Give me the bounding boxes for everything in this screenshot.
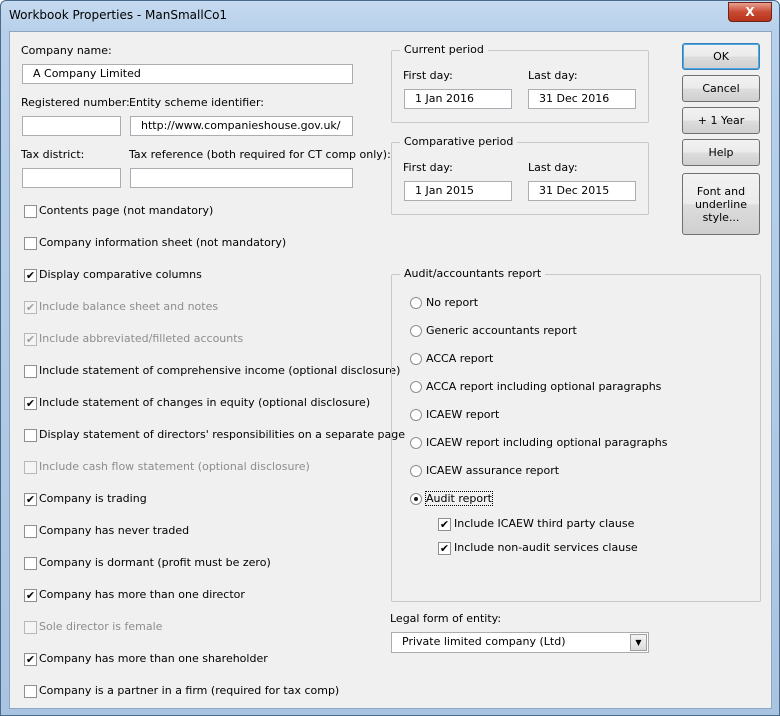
entity-scheme-input[interactable]: http://www.companieshouse.gov.uk/ [130,116,353,136]
checkbox[interactable]: ✔ [25,397,36,410]
comparative-last-day-label: Last day: [528,161,578,174]
help-button[interactable]: Help [682,139,760,166]
checkbox[interactable] [24,685,37,698]
checkbox-label: Sole director is female [39,620,163,633]
sub-checkbox-label: Include non-audit services clause [454,541,638,554]
current-last-day-input[interactable]: 31 Dec 2016 [528,89,636,109]
sub-checkbox[interactable]: ✔ [439,542,450,555]
current-first-day-label: First day: [403,69,453,82]
registered-number-label: Registered number: [21,96,130,109]
registered-number-input[interactable] [22,116,121,136]
checkbox-label: Contents page (not mandatory) [39,204,214,217]
checkbox-label: Include cash flow statement (optional disclosure) [39,460,310,473]
company-name-label: Company name: [21,44,112,57]
checkbox[interactable]: ✔ [25,589,36,602]
checkbox[interactable]: ✔ [25,493,36,506]
checkbox[interactable]: ✔ [25,269,36,282]
audit-report-group [391,267,761,602]
checkbox [24,461,37,474]
dialog-body [9,31,772,709]
checkbox: ✔ [25,333,36,346]
checkbox[interactable]: ✔ [25,653,36,666]
tax-district-label: Tax district: [21,148,85,161]
checkbox[interactable] [24,365,37,378]
audit-report-title: Audit/accountants report [400,267,545,280]
radio-label: ICAEW report [426,408,500,421]
radio-button[interactable] [410,353,422,365]
radio-button[interactable] [410,437,422,449]
checkbox-label: Company is trading [39,492,147,505]
legal-form-value: Private limited company (Ltd) [402,635,566,648]
tax-district-input[interactable] [22,168,121,188]
checkbox: ✔ [25,301,36,314]
checkbox-label: Include statement of comprehensive income (optional disclosure) [39,364,401,377]
close-button[interactable]: X [728,2,772,22]
current-last-day-label: Last day: [528,69,578,82]
entity-scheme-label: Entity scheme identifier: [129,96,264,109]
comparative-period-group [391,135,649,215]
company-name-input[interactable]: A Company Limited [22,64,353,84]
chevron-down-icon[interactable]: ▼ [630,634,647,651]
checkbox-label: Include statement of changes in equity (optional disclosure) [39,396,371,409]
ok-button[interactable]: OK [682,43,760,70]
comparative-first-day-input[interactable]: 1 Jan 2015 [404,181,512,201]
cancel-button[interactable]: Cancel [682,75,760,102]
checkbox-label: Company information sheet (not mandatory) [39,236,287,249]
radio-button[interactable] [410,297,422,309]
checkbox-label: Company has more than one director [39,588,245,601]
radio-label: ICAEW report including optional paragraphs [426,436,668,449]
sub-checkbox[interactable]: ✔ [439,518,450,531]
radio-label: ACCA report including optional paragraphs [426,380,662,393]
tax-reference-label: Tax reference (both required for CT comp only): [129,148,391,161]
current-first-day-input[interactable]: 1 Jan 2016 [404,89,512,109]
plus-one-year-button[interactable]: + 1 Year [682,107,760,134]
checkbox[interactable] [24,205,37,218]
radio-label: No report [426,296,479,309]
checkbox-label: Company has never traded [39,524,190,537]
radio-label: ICAEW assurance report [426,464,560,477]
checkbox-label: Include abbreviated/filleted accounts [39,332,244,345]
radio-button[interactable] [410,409,422,421]
radio-button[interactable] [410,325,422,337]
checkbox-label: Display statement of directors' responsibilities on a separate page [39,428,405,441]
sub-checkbox-label: Include ICAEW third party clause [454,517,635,530]
checkbox [24,621,37,634]
comparative-first-day-label: First day: [403,161,453,174]
checkbox[interactable] [24,557,37,570]
legal-form-select[interactable] [391,632,649,653]
checkbox-label: Company is dormant (profit must be zero) [39,556,271,569]
checkbox[interactable] [24,525,37,538]
current-period-title: Current period [400,43,488,56]
checkbox-label: Company has more than one shareholder [39,652,268,665]
checkbox[interactable] [24,429,37,442]
tax-reference-input[interactable] [130,168,353,188]
checkbox-label: Display comparative columns [39,268,202,281]
comparative-last-day-input[interactable]: 31 Dec 2015 [528,181,636,201]
legal-form-label: Legal form of entity: [390,612,502,625]
current-period-group [391,43,649,123]
radio-button[interactable] [410,493,422,505]
comparative-period-title: Comparative period [400,135,517,148]
checkbox-label: Include balance sheet and notes [39,300,219,313]
radio-button[interactable] [410,381,422,393]
checkbox[interactable] [24,237,37,250]
radio-label: Generic accountants report [426,324,577,337]
font-underline-style-button[interactable]: Font and underline style... [682,173,760,235]
radio-button[interactable] [410,465,422,477]
radio-label: ACCA report [426,352,494,365]
checkbox-label: Company is a partner in a firm (required for tax comp) [39,684,340,697]
window-title: Workbook Properties - ManSmallCo1 [9,8,228,22]
radio-label: Audit report [426,492,492,505]
